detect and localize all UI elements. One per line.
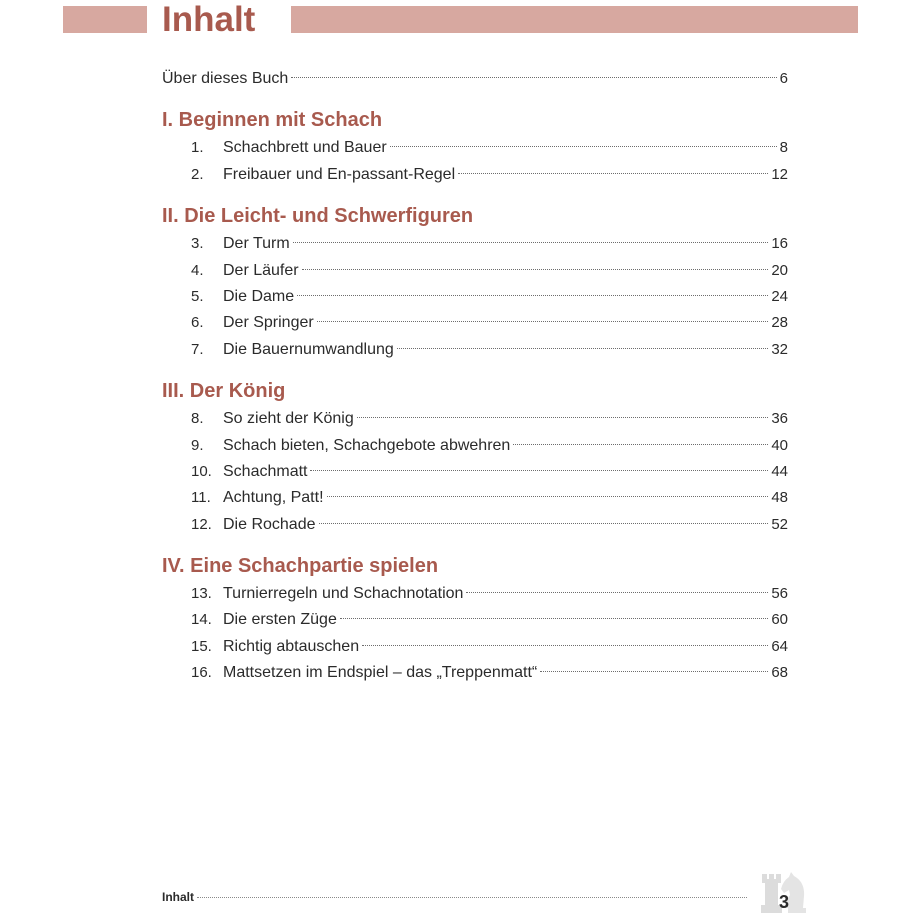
toc-entry-label: Der Läufer [223, 261, 299, 279]
toc-entry-number: 3. [191, 235, 204, 253]
toc-entry[interactable] [162, 135, 788, 161]
toc-entry[interactable] [162, 485, 788, 511]
page-title: Inhalt [162, 0, 256, 39]
toc-entry[interactable] [162, 660, 788, 686]
toc-entry-label: Die Dame [223, 287, 295, 305]
table-of-contents [162, 66, 788, 687]
footer-leader-dots [197, 897, 747, 898]
toc-entry-number: 4. [191, 261, 204, 279]
toc-entry-page: 68 [771, 664, 788, 682]
toc-entry-label: Mattsetzen im Endspiel – das „Treppenmatt“ [223, 664, 538, 682]
toc-entry[interactable] [162, 433, 788, 459]
toc-entry-number: 14. [191, 611, 212, 629]
toc-entry-label: Richtig abtauschen [223, 637, 360, 655]
section-title: IV. Eine Schachpartie spielen [162, 555, 439, 578]
title-bar-right [291, 6, 858, 33]
leader-dots [310, 470, 768, 471]
leader-dots [397, 348, 769, 349]
leader-dots [513, 444, 768, 445]
toc-entry-page: 16 [771, 235, 788, 253]
toc-entry-page: 40 [771, 436, 788, 454]
toc-entry-number: 11. [191, 489, 211, 507]
leader-dots [293, 242, 769, 243]
toc-entry-number: 13. [191, 585, 212, 603]
toc-entry-label: Die ersten Züge [223, 611, 337, 629]
toc-entry-page: 6 [779, 70, 788, 87]
leader-dots [340, 618, 768, 619]
toc-entry[interactable] [162, 337, 788, 363]
toc-entry-number: 12. [191, 515, 212, 533]
toc-entry-number: 7. [191, 340, 204, 358]
leader-dots [317, 321, 769, 322]
toc-entry-label: Über dieses Buch [162, 70, 289, 87]
title-bar-left [63, 6, 147, 33]
toc-entry-page: 20 [771, 261, 788, 279]
toc-entry-number: 1. [191, 139, 204, 157]
toc-entry-label: Turnierregeln und Schachnotation [223, 585, 464, 603]
toc-entry[interactable] [162, 581, 788, 607]
toc-entry-label: So zieht der König [223, 410, 354, 428]
toc-entry-number: 10. [191, 462, 212, 480]
page-number: 3 [779, 892, 790, 912]
toc-entry-page: 12 [771, 165, 788, 183]
toc-entry-page: 56 [771, 585, 788, 603]
toc-entry[interactable] [162, 634, 788, 660]
toc-entry[interactable] [162, 162, 788, 188]
leader-dots [390, 146, 777, 147]
toc-entry-label: Schachmatt [223, 462, 308, 480]
toc-entry-number: 2. [191, 165, 204, 183]
toc-entry[interactable] [162, 459, 788, 485]
footer-label: Inhalt [162, 890, 194, 904]
toc-entry[interactable] [162, 231, 788, 257]
page-footer [162, 890, 747, 904]
toc-entry[interactable] [162, 512, 788, 538]
toc-entry-label: Die Rochade [223, 515, 316, 533]
leader-dots [540, 671, 768, 672]
toc-entry-number: 9. [191, 436, 204, 454]
leader-dots [458, 173, 768, 174]
toc-entry-page: 60 [771, 611, 788, 629]
leader-dots [466, 592, 768, 593]
toc-entry-label: Freibauer und En-passant-Regel [223, 165, 456, 183]
toc-entry-number: 8. [191, 410, 204, 428]
toc-entry[interactable] [162, 607, 788, 633]
toc-entry-page: 64 [771, 637, 788, 655]
toc-entry-label: Der Springer [223, 314, 314, 332]
toc-entry-page: 48 [771, 489, 788, 507]
toc-entry[interactable] [162, 258, 788, 284]
toc-entry-page: 32 [771, 340, 788, 358]
leader-dots [291, 77, 776, 78]
leader-dots [327, 496, 769, 497]
toc-entry-label: Die Bauernumwandlung [223, 340, 394, 358]
toc-entry-page: 44 [771, 462, 788, 480]
toc-entry-number: 5. [191, 287, 204, 305]
toc-entry-page: 36 [771, 410, 788, 428]
section-title: I. Beginnen mit Schach [162, 109, 383, 132]
toc-entry[interactable] [162, 406, 788, 432]
leader-dots [297, 295, 768, 296]
section-title: II. Die Leicht- und Schwerfiguren [162, 205, 474, 228]
toc-entry[interactable] [162, 310, 788, 336]
toc-entry-label: Der Turm [223, 235, 290, 253]
toc-entry-label: Schachbrett und Bauer [223, 139, 387, 157]
leader-dots [362, 645, 768, 646]
leader-dots [319, 523, 769, 524]
toc-intro-entry[interactable] [162, 66, 788, 92]
toc-entry[interactable] [162, 284, 788, 310]
leader-dots [357, 417, 769, 418]
toc-entry-page: 8 [779, 139, 788, 157]
toc-entry-label: Schach bieten, Schachgebote abwehren [223, 436, 511, 454]
toc-entry-page: 24 [771, 287, 788, 305]
toc-entry-number: 16. [191, 664, 212, 682]
toc-entry-page: 52 [771, 515, 788, 533]
toc-entry-label: Achtung, Patt! [223, 489, 324, 507]
section-title: III. Der König [162, 380, 286, 403]
toc-entry-number: 6. [191, 314, 204, 332]
toc-entry-page: 28 [771, 314, 788, 332]
leader-dots [302, 269, 769, 270]
toc-entry-number: 15. [191, 637, 212, 655]
